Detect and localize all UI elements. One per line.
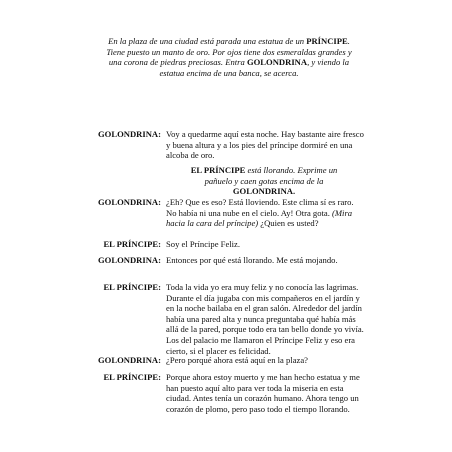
speech-text: Porque ahora estoy muerto y me han hecho estatua y me han puesto aquí alto para ver toda la miseria en esta ciudad. Antes tenía un corazón humano. Ahora tengo un corazón de plomo, pero paso todo el tiempo llorando.: [166, 372, 360, 414]
intro-character-swallow: GOLONDRINA: [246, 57, 308, 68]
speech-text: Toda la vida yo era muy feliz y no conocía las lagrimas. Durante el día jugaba con mis compañeros en el jardín y en la noche bailaba en el gran salón. Alrededor del jardín había una pared alta y nunca preguntaba qué había más allá de la pared, porque todo era tan bello donde yo vivía. Los del palacio me llamaron el Príncipe Feliz y eso era cierto, si el placer es felicidad.: [166, 282, 364, 356]
stage-text: está llorando. Exprime un pañuelo y caen gotas encima de la: [204, 165, 338, 186]
stage-direction: [176, 165, 352, 197]
speech-text-after: ¿Quien es usted?: [260, 218, 319, 229]
speech-text-before: ¿Eh? Que es eso? Está lloviendo. Este clima sí es raro. No había ni una nube en el cielo. Ay! Otra gota.: [166, 197, 354, 218]
intro-text-1: En la plaza de una ciudad está parada una estatua de un: [108, 36, 305, 46]
speech-text: Voy a quedarme aquí esta noche. Hay bastante aire fresco y buena altura y a los pies del príncipe dormiré en una alcoba de oro.: [166, 129, 364, 161]
speaker-name: EL PRÍNCIPE:: [103, 282, 161, 292]
speaker-name: GOLONDRINA:: [97, 197, 161, 207]
speaker-name: EL PRÍNCIPE:: [103, 372, 161, 382]
intro-text-2: . Tiene puesto un manto de oro. Por ojos tiene dos esmeraldas grandes y una corona de piedras preciosas. Entra: [106, 36, 352, 68]
intro-stage-direction: [100, 36, 358, 78]
speaker-name: GOLONDRINA:: [97, 355, 161, 365]
speech-text: ¿Pero porqué ahora está aquí en la plaza?: [166, 355, 308, 365]
intro-character-prince: PRÍNCIPE: [306, 36, 348, 46]
speaker-name: EL PRÍNCIPE:: [103, 239, 161, 249]
speech-inline-direction: (Mira hacia la cara del príncipe): [166, 207, 353, 229]
stage-character-prince: EL PRÍNCIPE: [190, 165, 246, 175]
speaker-name: GOLONDRINA:: [97, 255, 161, 265]
intro-text-3: , y viendo la estatua encima de una banca, se acerca.: [159, 57, 350, 78]
speaker-name: GOLONDRINA:: [97, 129, 161, 139]
speech-text: Soy el Príncipe Feliz.: [166, 239, 240, 249]
speech-text: Entonces por qué está llorando. Me está mojando.: [166, 255, 338, 265]
stage-character-swallow: GOLONDRINA.: [232, 186, 296, 197]
speech-text: [166, 197, 364, 229]
